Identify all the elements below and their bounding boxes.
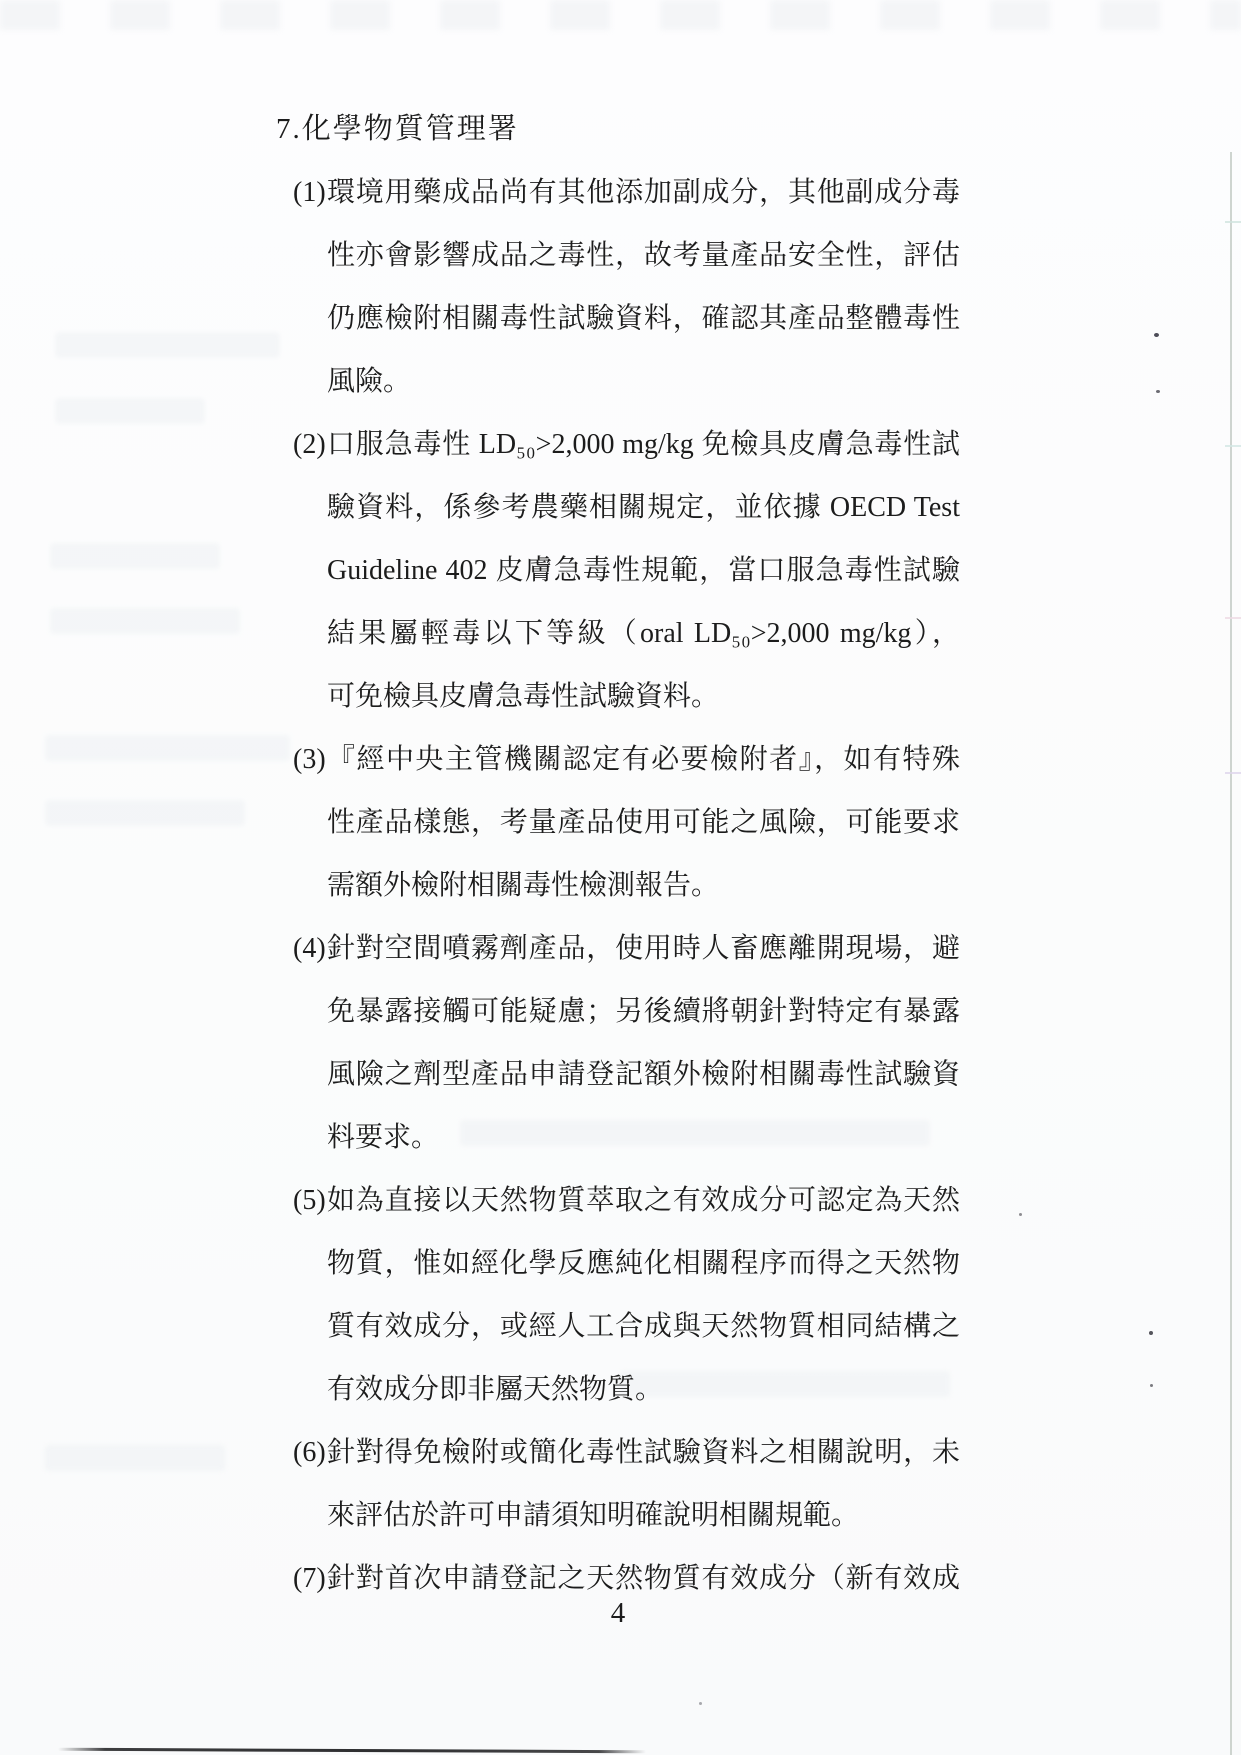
list-item: [276, 161, 960, 413]
text-line: 針對空間噴霧劑產品，使用時人畜應離開現場，避: [327, 933, 960, 964]
ink-speck: [1150, 1384, 1153, 1387]
ink-speck: [1019, 1213, 1022, 1216]
bleedthrough-band: [45, 735, 290, 761]
list-item: [276, 728, 960, 917]
bleedthrough-band: [55, 398, 205, 424]
text-line: 物質，惟如經化學反應純化相關程序而得之天然物: [327, 1248, 960, 1279]
scan-vertical-line: [1230, 152, 1232, 1755]
text-line: 仍應檢附相關毒性試驗資料，確認其產品整體毒性: [327, 303, 960, 334]
scan-tick: [1225, 445, 1241, 447]
text-line: 質有效成分，或經人工合成與天然物質相同結構之: [327, 1311, 960, 1342]
item-marker: (1): [293, 177, 326, 208]
text-line: 免暴露接觸可能疑慮；另後續將朝針對特定有暴露: [327, 996, 960, 1027]
item-marker: (3): [293, 744, 326, 775]
bleedthrough-band: [45, 1445, 225, 1471]
list-item: [276, 917, 960, 1169]
list-item: [276, 413, 960, 728]
scan-bottom-edge: [58, 1748, 646, 1754]
scan-tick: [1225, 617, 1241, 619]
document-text: [276, 98, 960, 1610]
text-line: 來評估於許可申請須知明確說明相關規範。: [327, 1500, 860, 1531]
text-line: 環境用藥成品尚有其他添加副成分，其他副成分毒: [327, 177, 960, 208]
text-line: 可免檢具皮膚急毒性試驗資料。: [327, 681, 720, 712]
text-line: 風險。: [327, 366, 412, 397]
list-item: [276, 1421, 960, 1547]
scan-tick: [1225, 772, 1241, 774]
bleedthrough-band: [45, 800, 245, 826]
bleedthrough-band: [55, 332, 280, 358]
item-marker: (6): [293, 1437, 326, 1468]
text-line: 口服急毒性 LD₅₀>2,000 mg/kg 免檢具皮膚急毒性試: [327, 429, 960, 460]
ink-speck: [1154, 333, 1159, 337]
scan-tick: [1225, 221, 1241, 223]
text-line: 有效成分即非屬天然物質。: [327, 1374, 664, 1405]
ordered-list: [276, 161, 960, 1610]
text-line: 針對得免檢附或簡化毒性試驗資料之相關說明，未: [327, 1437, 960, 1468]
text-line: 驗資料，係參考農藥相關規定，並依據 OECD Test: [327, 492, 960, 523]
text-line: 針對首次申請登記之天然物質有效成分（新有效成: [327, 1563, 960, 1594]
text-line: Guideline 402 皮膚急毒性規範，當口服急毒性試驗: [327, 555, 960, 586]
ink-speck: [699, 1702, 702, 1705]
item-marker: (5): [293, 1185, 326, 1216]
bleedthrough-band: [50, 543, 220, 569]
item-marker: (4): [293, 933, 326, 964]
page-number: 4: [610, 1597, 626, 1629]
text-line: 『經中央主管機關認定有必要檢附者』，如有特殊: [327, 744, 960, 775]
ink-speck: [1156, 390, 1160, 393]
text-line: 結果屬輕毒以下等級（oral LD₅₀>2,000 mg/kg），: [327, 618, 960, 649]
text-line: 風險之劑型產品申請登記額外檢附相關毒性試驗資: [327, 1059, 960, 1090]
text-line: 性產品樣態，考量產品使用可能之風險，可能要求: [327, 807, 960, 838]
scan-top-texture: [0, 0, 1241, 30]
ink-speck: [1149, 1331, 1153, 1335]
bleedthrough-band: [50, 608, 240, 634]
list-item: [276, 1169, 960, 1421]
text-line: 料要求。: [327, 1122, 440, 1153]
text-line: 性亦會影響成品之毒性，故考量產品安全性，評估: [327, 240, 960, 271]
text-line: 如為直接以天然物質萃取之有效成分可認定為天然: [327, 1185, 960, 1216]
text-line: 需額外檢附相關毒性檢測報告。: [327, 870, 720, 901]
item-marker: (2): [293, 429, 326, 460]
section-heading: 7.化學物質管理署: [276, 113, 519, 145]
item-marker: (7): [293, 1563, 326, 1594]
